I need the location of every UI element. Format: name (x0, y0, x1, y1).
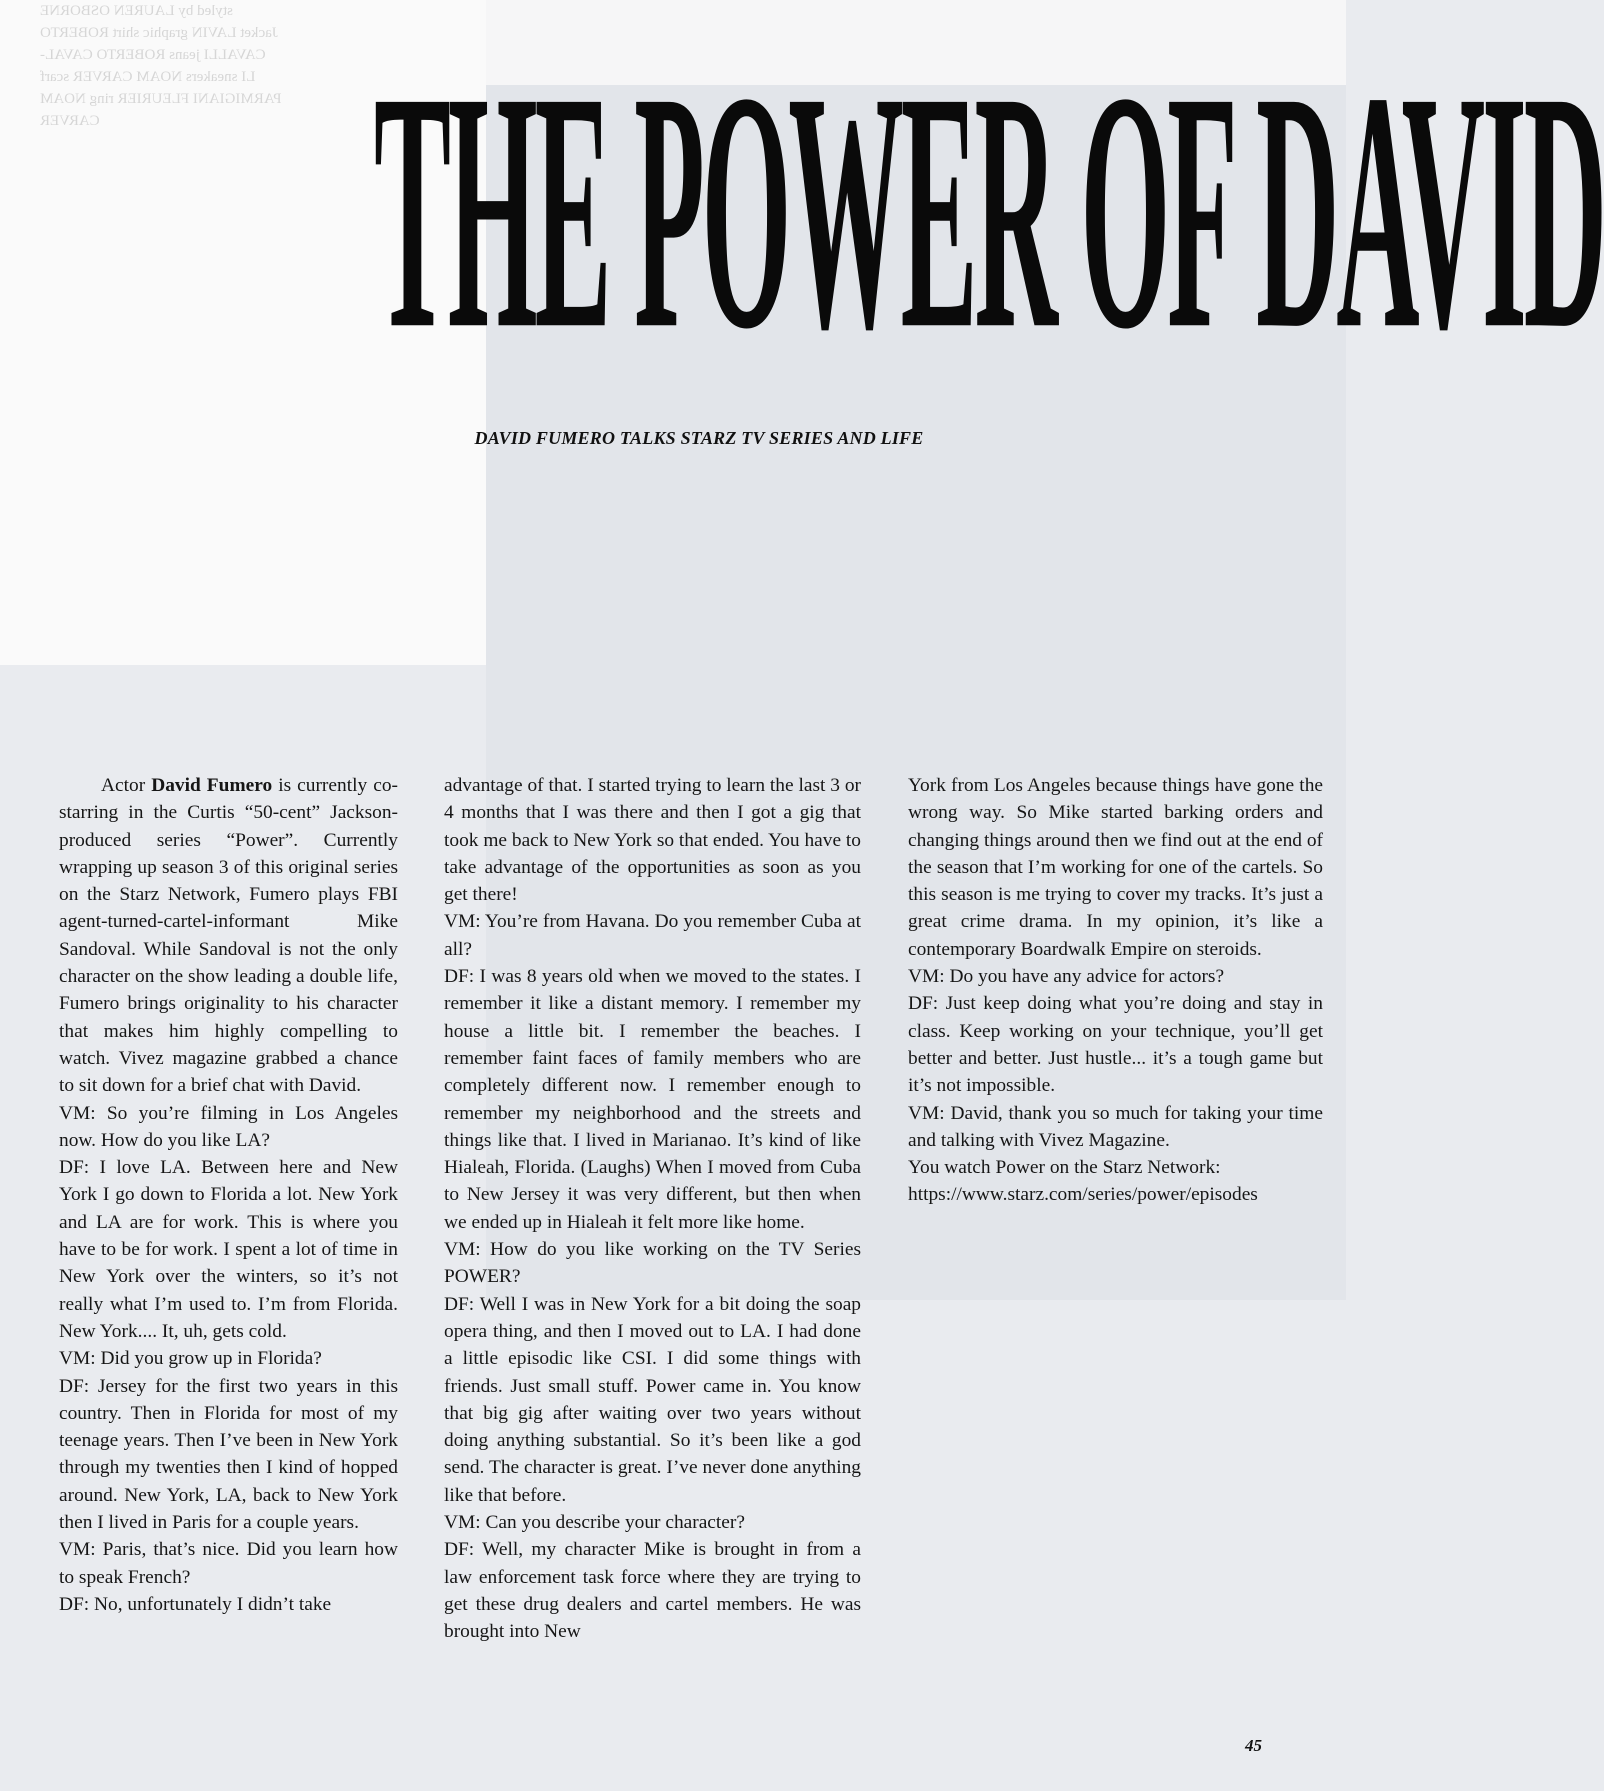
starz-link[interactable]: https://www.starz.com/series/power/episodes (908, 1184, 1258, 1206)
interview-line: VM: How do you like working on the TV Series POWER? (444, 1239, 861, 1288)
interview-line: VM: You’re from Havana. Do you remember Cuba at all? (444, 911, 861, 960)
text-column-3 (908, 772, 1323, 1209)
interview-line: VM: Can you describe your character? (444, 1512, 745, 1534)
intro-paragraph (59, 772, 398, 1100)
credit-line: CARVER (40, 113, 100, 129)
interview-line: VM: David, thank you so much for taking your time and talking with Vivez Magazine. (908, 1102, 1323, 1151)
interview-line: VM: Did you grow up in Florida? (59, 1348, 322, 1370)
credit-line: styled by LAUREN OSBORNE (40, 3, 233, 19)
intro-lead: Actor (101, 775, 146, 796)
article-title-text: THE POWER OF DAVID (374, 21, 1604, 400)
interview-line: VM: So you’re filming in Los Angeles now. How do you like LA? (59, 1102, 398, 1151)
interview-line: DF: I was 8 years old when we moved to the states. I remember it like a distant memory. I remember my house a little bit. I remember the beaches. I remember faint faces of family members who are completely different now. I remember enough to remember my neighborhood and the streets and things like that. I lived in Marianao. It’s kind of like Hialeah, Florida. (Laughs) When I moved from Cuba to New Jersey it was very different, but then when we ended up in Hialeah it felt more like home. (444, 966, 861, 1233)
interview-line: DF: Well, my character Mike is brought in from a law enforcement task force where they are trying to get these drug dealers and cartel members. He was brought into New (444, 1539, 861, 1643)
page-number: 45 (1245, 1736, 1262, 1755)
intro-text: is currently co-starring in the Curtis “50-cent” Jackson-produced series “Power”. Currently wrapping up season 3 of this original series on the Starz Network, Fumero plays FBI agent-turned-cartel-informant Mike Sandoval. While Sandoval is not the only character on the show leading a double life, Fumero brings originality to his character that makes him highly compelling to watch. Vivez magazine grabbed a chance to sit down for a brief chat with David. (59, 775, 398, 1097)
credit-line: PARMIGIANI FLEURIER ring NOAM (40, 91, 282, 107)
interview-line: advantage of that. I started trying to learn the last 3 or 4 months that I was there and then I got a gig that took me back to New York so that ended. You have to take advantage of the opportunities as soon as you get there! (444, 775, 861, 906)
text-column-2 (444, 772, 861, 1646)
interview-line: DF: Jersey for the first two years in this country. Then in Florida for most of my teenage years. Then I’ve been in New York through my twenties then I kind of hopped around. New York, LA, back to New York then I lived in Paris for a couple years. (59, 1375, 398, 1534)
credit-line: Jacket LAVIN graphic shirt ROBERTO (40, 25, 278, 41)
interview-line: York from Los Angeles because things have gone the wrong way. So Mike started barking orders and changing things around then we find out at the end of the season that I’m working for one of the cartels. So this season is me trying to cover my tracks. It’s just a great crime drama. In my opinion, it’s like a contemporary Boardwalk Empire on steroids. (908, 775, 1323, 960)
interview-line: DF: I love LA. Between here and New York I go down to Florida a lot. New York and LA are for work. This is where you have to be for work. I spent a lot of time in New York over the winters, so it’s not really what I’m used to. I’m from Florida. New York.... It, uh, gets cold. (59, 1157, 398, 1342)
subject-name: David Fumero (151, 775, 273, 796)
text-column-1 (59, 772, 398, 1618)
credit-line: LI sneakers NOAM CARVER scarf (40, 69, 256, 85)
interview-line: DF: Just keep doing what you’re doing and stay in class. Keep working on your technique, you’ll get better and better. Just hustle... it’s a tough game but it’s not impossible. (908, 993, 1323, 1097)
interview-line: VM: Paris, that’s nice. Did you learn how to speak French? (59, 1539, 398, 1588)
interview-line: DF: No, unfortunately I didn’t take (59, 1593, 332, 1615)
interview-line: DF: Well I was in New York for a bit doing the soap opera thing, and then I moved out to LA. I had done a little episodic like CSI. I did some things with friends. Just small stuff. Power came in. You know that big gig after waiting over two years without doing anything substantial. So it’s been like a god send. The character is great. I’ve never done anything like that before. (444, 1293, 861, 1506)
interview-line: VM: Do you have any advice for actors? (908, 966, 1225, 988)
interview-line: You watch Power on the Starz Network: (908, 1157, 1221, 1179)
article-subtitle: DAVID FUMERO TALKS STARZ TV SERIES AND LIFE (474, 428, 924, 448)
credit-line: CAVALLI jeans ROBERTO CAVAL- (40, 47, 266, 63)
showthrough-credits (40, 0, 380, 132)
article-title (374, 21, 1604, 400)
